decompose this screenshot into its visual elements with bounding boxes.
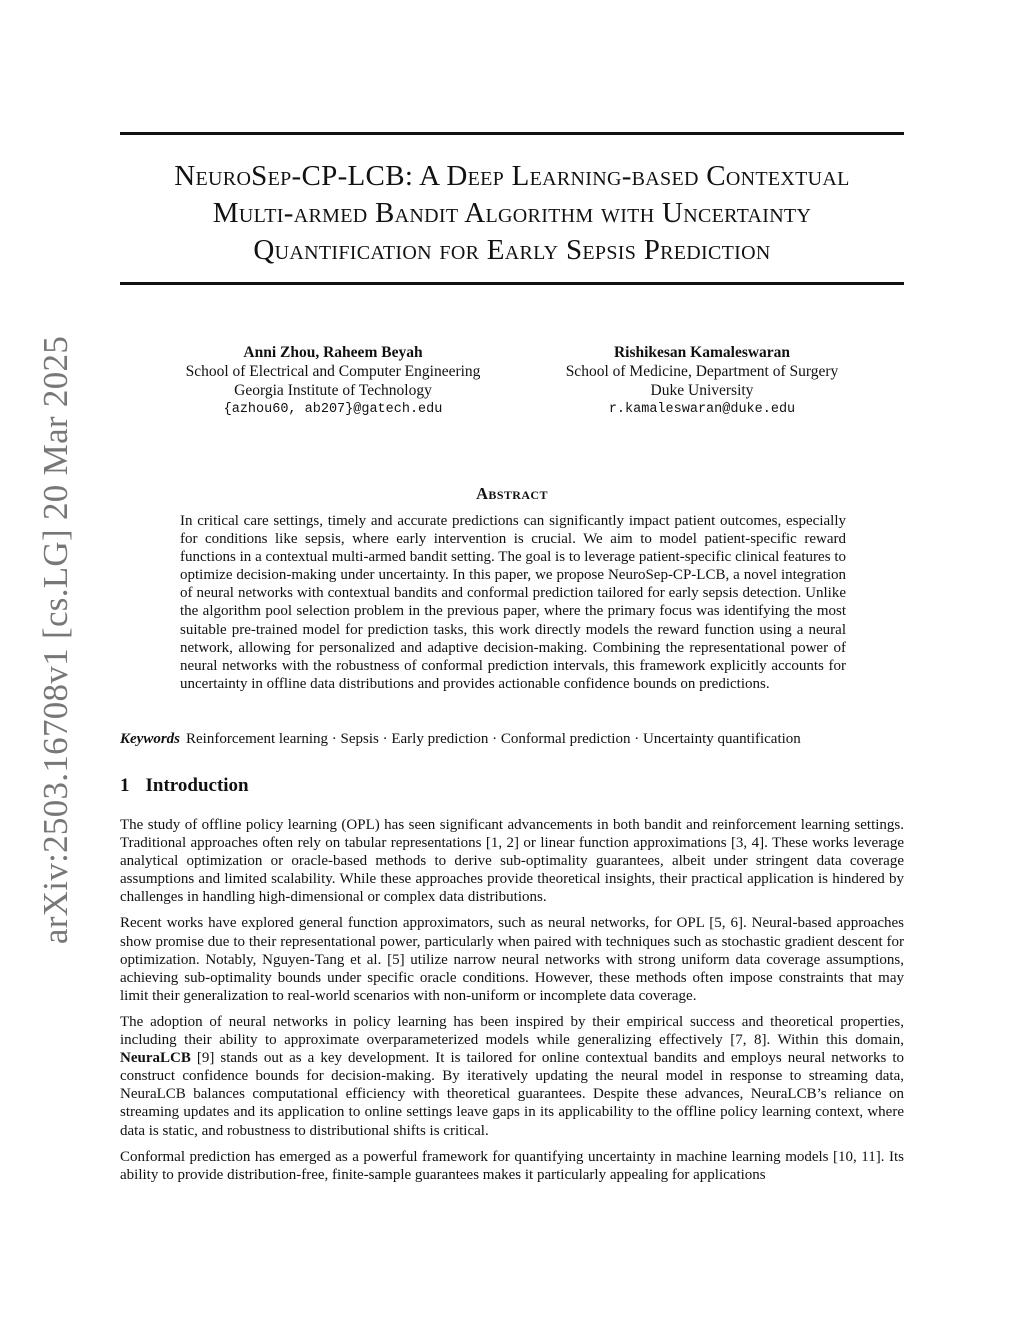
neuralcb-bold: NeuraLCB (120, 1050, 191, 1067)
title-line: Quantification for Early Sepsis Prediction (253, 234, 771, 266)
paragraph-text: The adoption of neural networks in policy learning has been inspired by their empirical success and theoretical properties, including their ability to approximate overparameterized models while generalizing effectively [7, 8]. Within this domain, (120, 1013, 904, 1049)
title-top-rule (120, 132, 904, 135)
keywords-line (120, 731, 801, 748)
author-names: Anni Zhou, Raheem Beyah (243, 344, 423, 361)
abstract-heading: Abstract (476, 484, 548, 503)
paragraph: The study of offline policy learning (OPL) has seen significant advancements in both bandit and reinforcement learning settings. Traditional approaches often rely on tabular representations [1, 2] or linear function approximations [3, 4]. These works leverage analytical optimization or oracle-based methods to derive sub-optimality guarantees, albeit under stringent data coverage assumptions and limited scalability. While these approaches provide theoretical insights, their practical application is hindered by challenges in handling high-dimensional or complex data distributions. (120, 817, 904, 906)
author-email: {azhou60, ab207}@gatech.edu (223, 402, 443, 417)
author-institution: Duke University (650, 382, 754, 399)
paragraph-text: [9] stands out as a key development. It is tailored for online contextual bandits and employs neural networks to construct confidence bounds for decision-making. By iteratively updating the neural model in response to streaming data, NeuraLCB balances computational efficiency with theoretical guarantees. Despite these advances, NeuraLCB’s reliance on streaming updates and its application to online settings leave gaps in its applicability to the offline policy learning context, where data is static, and robustness to distributional shifts is critical. (120, 1050, 904, 1139)
paper-title (120, 158, 904, 269)
title-line: Multi-armed Bandit Algorithm with Uncertainty (212, 197, 812, 229)
title-bottom-rule (120, 282, 904, 285)
keywords-label: Keywords (120, 731, 180, 747)
paragraph (120, 1013, 904, 1140)
author-institution: Georgia Institute of Technology (234, 382, 432, 399)
section-number: 1 (120, 775, 130, 796)
title-line: NeuroSep-CP-LCB: A Deep Learning-based Contextual (174, 160, 850, 192)
author-department: School of Medicine, Department of Surgery (565, 363, 839, 380)
section-title: Introduction (145, 775, 249, 796)
author-block-2 (502, 343, 902, 419)
author-email: r.kamaleswaran@duke.edu (608, 402, 796, 417)
keywords-text: Reinforcement learning · Sepsis · Early prediction · Conformal prediction · Uncertainty quantification (186, 731, 801, 747)
section-heading (120, 775, 249, 797)
author-block-1 (133, 343, 533, 419)
arxiv-side-label: arXiv:2503.16708v1 [cs.LG] 20 Mar 2025 (36, 335, 75, 945)
author-names: Rishikesan Kamaleswaran (613, 344, 791, 361)
body-text (120, 816, 904, 1192)
paragraph: Recent works have explored general function approximators, such as neural networks, for OPL [5, 6]. Neural-based approaches show promise due to their representational power, particularly when paired with techniques such as stochastic gradient descent for optimization. Notably, Nguyen-Tang et al. [5] utilize narrow neural networks with strong uniform data coverage assumptions, achieving sub-optimality bounds under specific oracle conditions. However, these methods often impose constraints that may limit their generalization to real-world scenarios with non-uniform or incomplete data coverage. (120, 915, 904, 1004)
paragraph: Conformal prediction has emerged as a powerful framework for quantifying uncertainty in machine learning models [10, 11]. Its ability to provide distribution-free, finite-sample guarantees makes it particularly appealing for applications (120, 1148, 904, 1183)
abstract-text: In critical care settings, timely and accurate predictions can significantly impact patient outcomes, especially for conditions like sepsis, where early intervention is crucial. We aim to model patient-specific reward functions in a contextual multi-armed bandit setting. The goal is to leverage patient-specific clinical features to optimize decision-making under uncertainty. In this paper, we propose NeuroSep-CP-LCB, a novel integration of neural networks with contextual bandits and conformal prediction tailored for early sepsis detection. Unlike the algorithm pool selection problem in the previous paper, where the primary focus was identifying the most suitable pre-trained model for prediction tasks, this work directly models the reward function using a neural network, allowing for personalized and adaptive decision-making. Combining the representational power of neural networks with the robustness of conformal prediction intervals, this framework explicitly accounts for uncertainty in offline data distributions and provides actionable confidence bounds on predictions. (180, 513, 846, 692)
author-department: School of Electrical and Computer Engineering (185, 363, 481, 380)
